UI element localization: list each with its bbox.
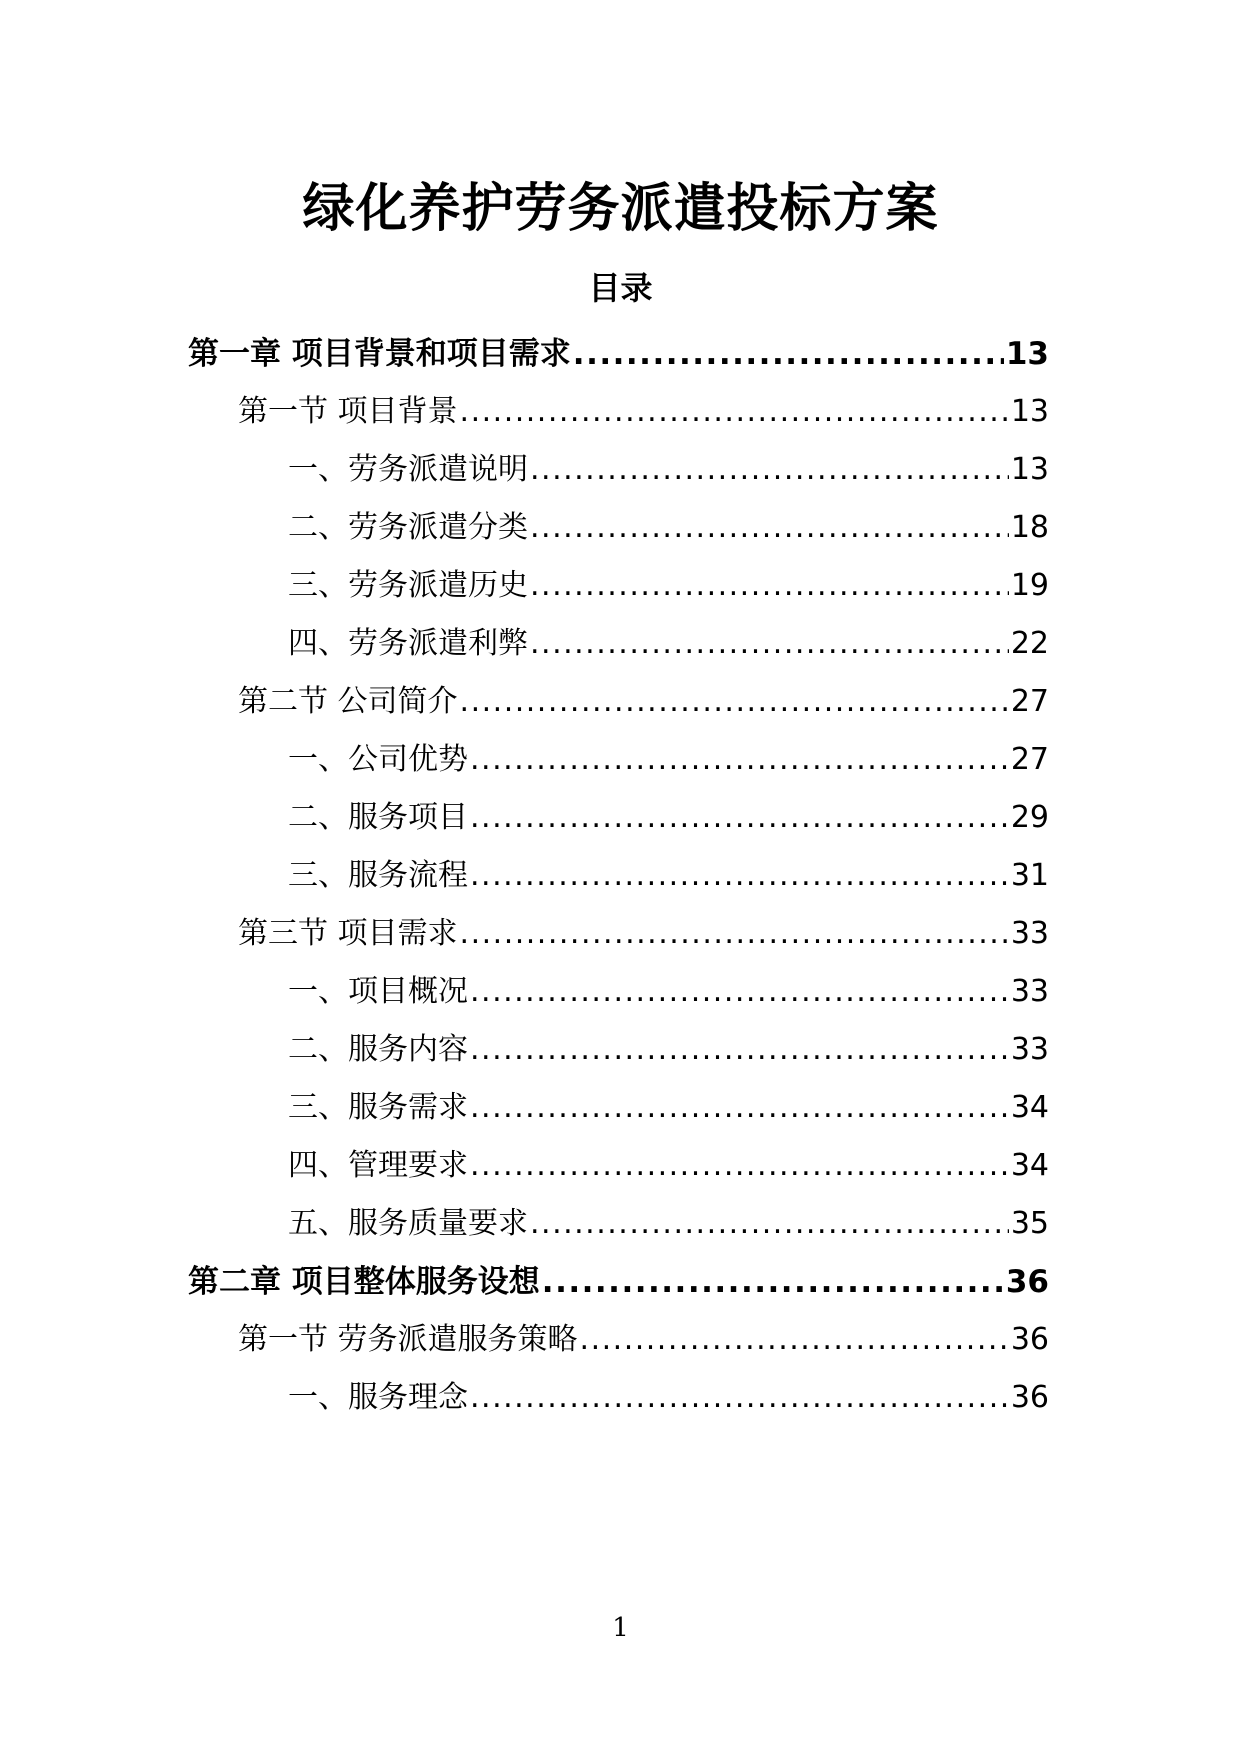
toc-entry-page: 36 [1010,1322,1049,1357]
toc-entry[interactable] [188,330,1049,374]
toc-dot-leader [470,1088,1009,1128]
toc-entry[interactable] [288,794,1049,838]
toc-heading: 目录 [588,269,653,307]
toc-entry-title: 一、项目概况 [288,974,468,1009]
toc-entry-page: 35 [1010,1206,1049,1241]
toc-entry[interactable] [238,388,1049,432]
toc-entry[interactable] [238,678,1049,722]
toc-entry-title: 二、服务内容 [288,1032,468,1067]
toc-entry-page: 27 [1010,742,1049,777]
toc-dot-leader [573,334,1004,374]
toc-entry[interactable] [188,1258,1049,1302]
toc-entry-page: 31 [1010,858,1049,893]
toc-entry-title: 第二节 公司简介 [238,684,458,719]
toc-dot-leader [470,798,1009,838]
toc-dot-leader [530,1204,1009,1244]
toc-entry[interactable] [288,852,1049,896]
toc-dot-leader [542,1262,1004,1302]
toc-dot-leader [460,682,1009,722]
toc-entry-title: 五、服务质量要求 [288,1206,528,1241]
toc-entry[interactable] [288,736,1049,780]
toc-entry[interactable] [288,1084,1049,1128]
toc-entry-title: 第一节 项目背景 [238,394,458,429]
toc-entry[interactable] [288,562,1049,606]
toc-entry-title: 三、劳务派遣历史 [288,568,528,603]
toc-dot-leader [470,740,1009,780]
toc-entry-page: 33 [1010,1032,1049,1067]
toc-dot-leader [470,856,1009,896]
toc-entry-page: 33 [1010,916,1049,951]
toc-entry[interactable] [288,968,1049,1012]
toc-entry-page: 22 [1010,626,1049,661]
toc-dot-leader [470,972,1009,1012]
toc-entry-title: 第一节 劳务派遣服务策略 [238,1322,578,1357]
toc-entry-title: 一、公司优势 [288,742,468,777]
toc-entry[interactable] [288,1142,1049,1186]
toc-entry[interactable] [288,1200,1049,1244]
toc-entry[interactable] [288,620,1049,664]
toc-dot-leader [470,1030,1009,1070]
toc-entry-page: 18 [1010,510,1049,545]
page-title: 绿化养护劳务派遣投标方案 [302,179,939,239]
toc-entry[interactable] [238,1316,1049,1360]
toc-dot-leader [460,392,1009,432]
toc-entry-page: 34 [1010,1090,1049,1125]
toc-entry[interactable] [288,1026,1049,1070]
toc-entry-title: 三、服务流程 [288,858,468,893]
toc-entry-title: 二、劳务派遣分类 [288,510,528,545]
toc-entry-title: 第三节 项目需求 [238,916,458,951]
toc-entry[interactable] [288,504,1049,548]
toc-dot-leader [530,566,1009,606]
toc-entry-page: 33 [1010,974,1049,1009]
toc-entry[interactable] [288,446,1049,490]
toc-entry-page: 36 [1005,1264,1049,1300]
toc-entry-page: 13 [1010,394,1049,429]
toc-entry-page: 27 [1010,684,1049,719]
toc-entry-title: 第二章 项目整体服务设想 [188,1264,540,1300]
toc-dot-leader [530,508,1009,548]
toc-entry[interactable] [238,910,1049,954]
toc-entry-page: 19 [1010,568,1049,603]
toc-dot-leader [470,1146,1009,1186]
toc-entry[interactable] [288,1374,1049,1418]
toc-entry-title: 一、服务理念 [288,1380,468,1415]
toc-entry-page: 34 [1010,1148,1049,1183]
toc-entry-title: 一、劳务派遣说明 [288,452,528,487]
toc-entry-page: 13 [1005,336,1049,372]
toc-entry-title: 三、服务需求 [288,1090,468,1125]
toc-entry-title: 二、服务项目 [288,800,468,835]
toc-entry-page: 29 [1010,800,1049,835]
toc-entry-title: 第一章 项目背景和项目需求 [188,336,571,372]
page-number: 1 [612,1613,629,1643]
toc-entry-title: 四、管理要求 [288,1148,468,1183]
toc-dot-leader [530,624,1009,664]
toc-entry-page: 13 [1010,452,1049,487]
toc-dot-leader [530,450,1009,490]
toc-dot-leader [470,1378,1009,1418]
toc-entry-title: 四、劳务派遣利弊 [288,626,528,661]
toc-dot-leader [460,914,1009,954]
toc-dot-leader [580,1320,1009,1360]
toc-entry-page: 36 [1010,1380,1049,1415]
